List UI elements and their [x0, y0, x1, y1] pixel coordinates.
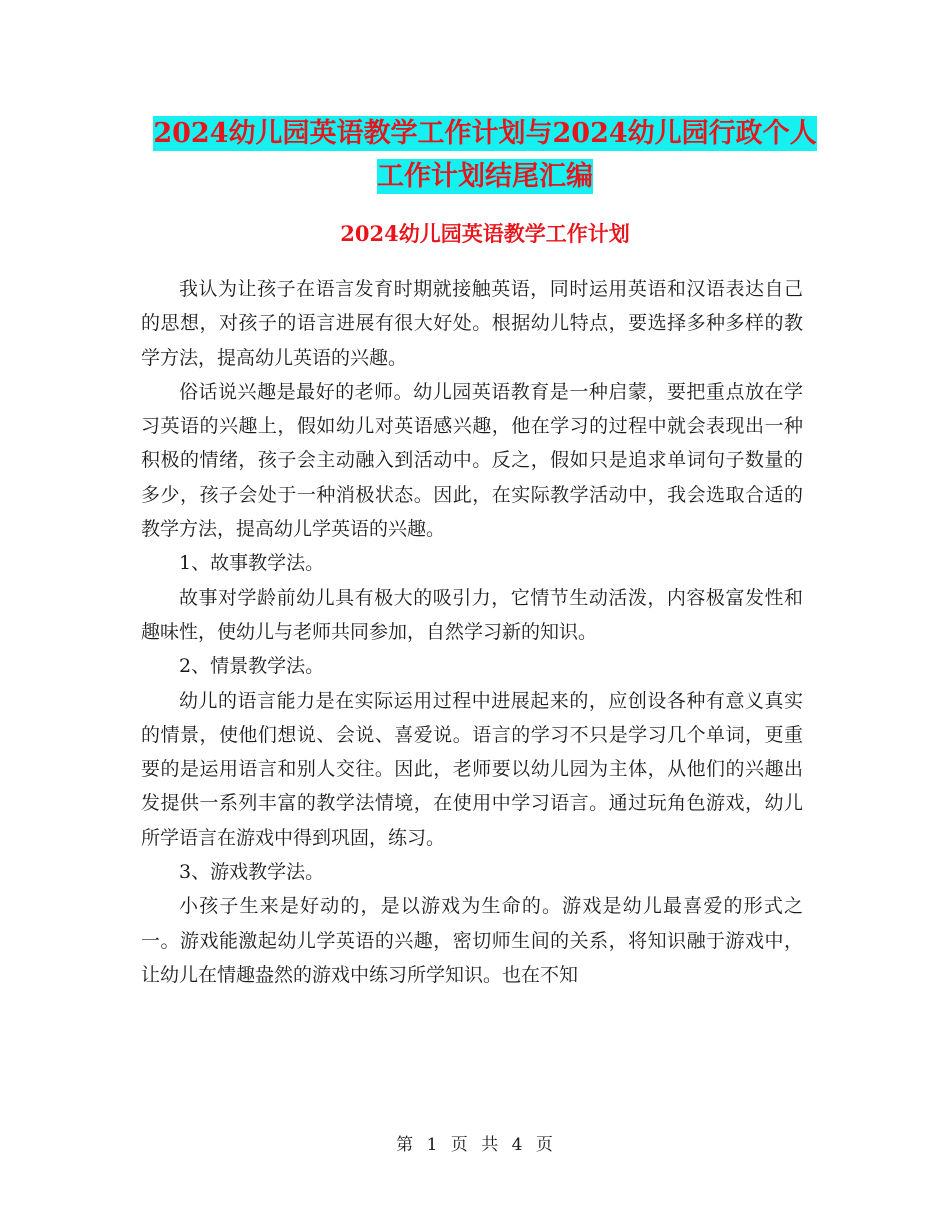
- document-body: [141, 272, 803, 992]
- paragraph: 1、故事教学法。: [179, 552, 325, 575]
- paragraph: 3、游戏教学法。: [179, 861, 325, 884]
- paragraph: 我认为让孩子在语言发育时期就接触英语，同时运用英语和汉语表达自己的思想，对孩子的语言进展有很大好处。根据幼儿特点，要选择多种多样的教学方法，提高幼儿英语的兴趣。: [141, 278, 803, 369]
- paragraph: 2、情景教学法。: [179, 655, 325, 678]
- document-title-line1: 2024幼儿园英语教学工作计划与2024幼儿园行政个人: [153, 118, 817, 149]
- paragraph: 幼儿的语言能力是在实际运用过程中进展起来的，应创设各种有意义真实的情景，使他们想说、会说、喜爱说。语言的学习不只是学习几个单词，更重要的是运用语言和别人交往。因此，老师要以幼儿园为主体，从他们的兴趣出发提供一系列丰富的教学法情境，在使用中学习语言。通过玩角色游戏，幼儿所学语言在游戏中得到巩固，练习。: [141, 689, 803, 849]
- footer-current-page: 1: [426, 1135, 439, 1155]
- footer-total-label: 共: [481, 1135, 500, 1155]
- document-title-line2: 工作计划结尾汇编: [377, 161, 593, 192]
- paragraph: 俗话说兴趣是最好的老师。幼儿园英语教育是一种启蒙，要把重点放在学习英语的兴趣上，假如幼儿对英语感兴趣，他在学习的过程中就会表现出一种积极的情绪，孩子会主动融入到活动中。反之，假如只是追求单词句子数量的多少，孩子会处于一种消极状态。因此，在实际教学活动中，我会选取合适的教学方法，提高幼儿学英语的兴趣。: [141, 380, 803, 541]
- paragraph: 小孩子生来是好动的，是以游戏为生命的。游戏是幼儿最喜爱的形式之一。游戏能激起幼儿学英语的兴趣，密切师生间的关系，将知识融于游戏中，让幼儿在情趣盎然的游戏中练习所学知识。也在不知: [141, 895, 803, 986]
- paragraph: 故事对学龄前幼儿具有极大的吸引力，它情节生动活泼，内容极富发性和趣味性，使幼儿与老师共同参加，自然学习新的知识。: [141, 586, 803, 643]
- footer-page-label: 页: [450, 1135, 469, 1155]
- section-heading: 2024幼儿园英语教学工作计划: [340, 221, 630, 246]
- document-title: [140, 112, 830, 198]
- footer-suffix: 页: [535, 1135, 554, 1155]
- footer-total-pages: 4: [511, 1135, 524, 1155]
- footer-prefix: 第: [396, 1135, 415, 1155]
- page-footer: [0, 1130, 950, 1155]
